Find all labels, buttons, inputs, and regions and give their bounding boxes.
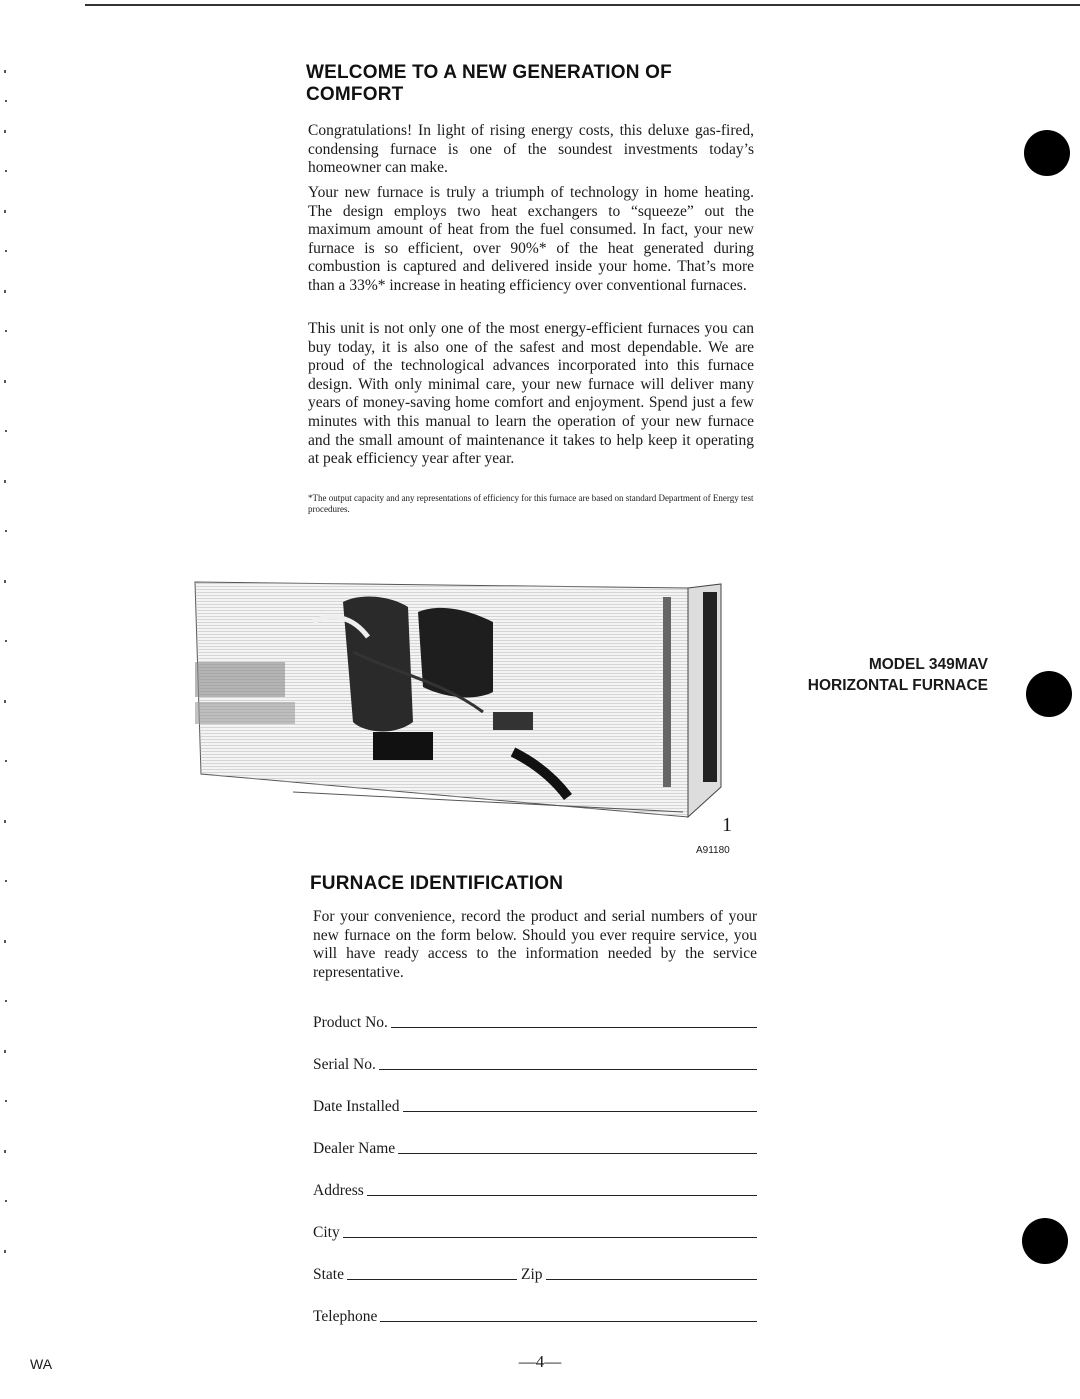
identification-paragraph: For your convenience, record the product and serial numbers of your new furnace on the form below. Should you ever require service, you will have ready access to the information needed by the service representative. [313, 908, 757, 981]
model-caption [780, 654, 988, 696]
city-label: City [313, 1224, 340, 1241]
address-field[interactable] [313, 1178, 757, 1200]
date-installed-field[interactable] [313, 1094, 757, 1116]
city-field[interactable] [313, 1220, 757, 1242]
model-caption-line-2: HORIZONTAL FURNACE [807, 677, 988, 694]
state-line[interactable] [347, 1279, 517, 1280]
welcome-paragraph-2: Your new furnace is truly a triumph of technology in home heating. The design employs two heat exchangers to “squeeze” out the maximum amount of heat from the fuel consumed. In fact, your new furnace is so efficient, over 90%* of the heat generated during combustion is captured and delivered inside your home. That’s more than a 33%* increase in heating efficiency over conventional furnaces. [308, 184, 754, 294]
figure-code: A91180 [696, 845, 730, 856]
zip-label: Zip [521, 1266, 543, 1283]
dealer-name-field[interactable] [313, 1136, 757, 1158]
address-label: Address [313, 1182, 364, 1199]
figure-number: 1 [722, 814, 732, 836]
binder-hole-middle [1026, 671, 1072, 717]
city-line[interactable] [343, 1237, 757, 1238]
telephone-line[interactable] [380, 1321, 757, 1322]
zip-line[interactable] [546, 1279, 757, 1280]
welcome-paragraph-3: This unit is not only one of the most energy-efficient furnaces you can buy today, it is also one of the safest and most dependable. We are proud of the technological advances incorporated into this furnace design. With only minimal care, your new furnace will deliver many years of money-saving home comfort and enjoyment. Spend just a few minutes with this manual to learn the operation of your new furnace and the small amount of maintenance it takes to help keep it operating at peak efficiency year after year. [308, 320, 754, 468]
dealer-name-line[interactable] [398, 1153, 757, 1154]
identification-heading: FURNACE IDENTIFICATION [310, 873, 564, 894]
date-installed-label: Date Installed [313, 1098, 400, 1115]
welcome-paragraph-1: Congratulations! In light of rising energy costs, this deluxe gas-fired, condensing furnace is one of the soundest investments today’s homeowner can make. [308, 122, 754, 177]
address-line[interactable] [367, 1195, 757, 1196]
dealer-name-label: Dealer Name [313, 1140, 396, 1157]
state-zip-field[interactable] [313, 1262, 757, 1284]
product-number-label: Product No. [313, 1014, 388, 1031]
serial-number-label: Serial No. [313, 1056, 376, 1073]
binder-hole-top [1024, 130, 1070, 176]
welcome-heading: WELCOME TO A NEW GENERATION OF COMFORT [306, 62, 672, 105]
binding-edge-marks [2, 60, 10, 1300]
footer-code: WA [30, 1356, 53, 1372]
binder-hole-bottom [1022, 1218, 1068, 1264]
product-number-field[interactable] [313, 1010, 757, 1032]
product-number-line[interactable] [391, 1027, 757, 1028]
telephone-label: Telephone [313, 1308, 378, 1325]
model-caption-line-1: MODEL 349MAV [868, 656, 988, 673]
telephone-field[interactable] [313, 1304, 757, 1326]
page-number: —4— [518, 1352, 562, 1371]
efficiency-footnote: *The output capacity and any representations of efficiency for this furnace are based on standard Department of Energy test procedures. [308, 493, 754, 514]
top-rule [85, 4, 1080, 6]
serial-number-line[interactable] [379, 1069, 757, 1070]
serial-number-field[interactable] [313, 1052, 757, 1074]
date-installed-line[interactable] [403, 1111, 757, 1112]
state-label: State [313, 1266, 344, 1283]
furnace-photo [193, 562, 733, 832]
